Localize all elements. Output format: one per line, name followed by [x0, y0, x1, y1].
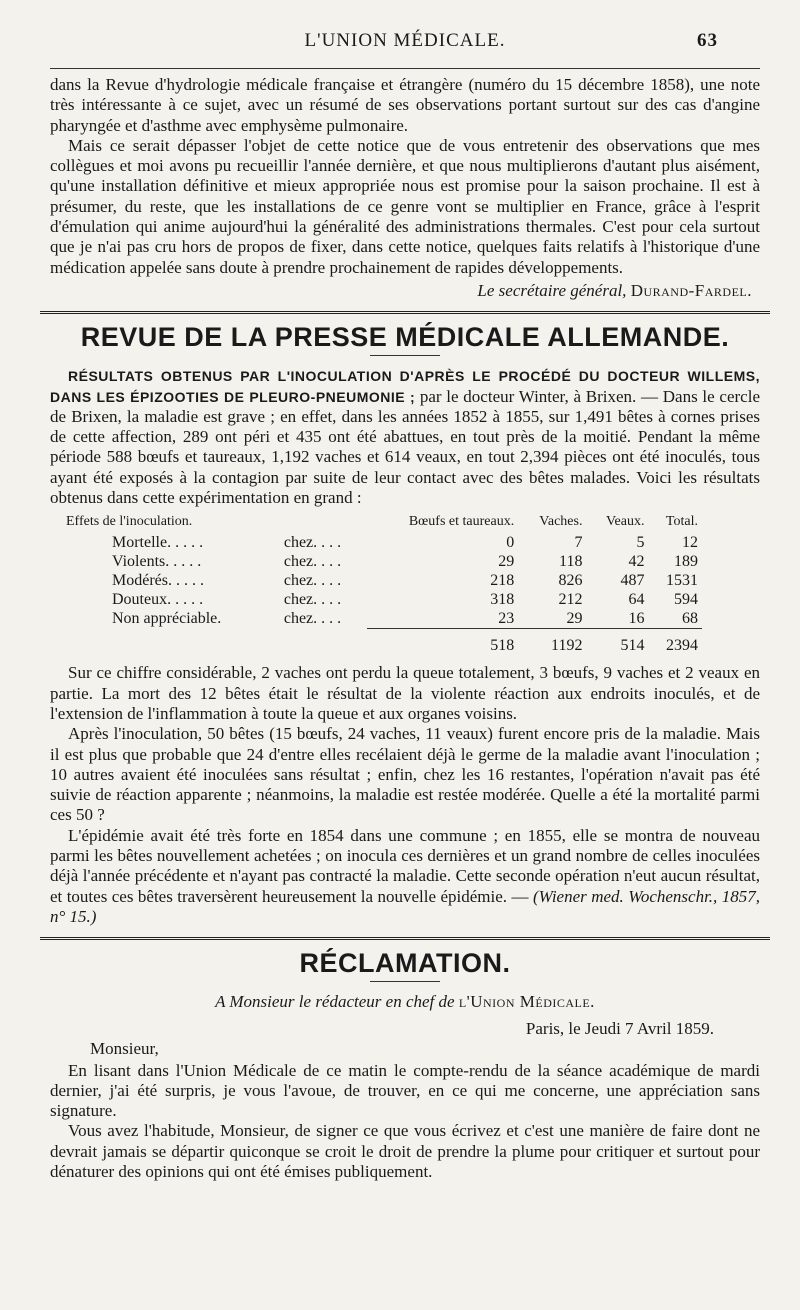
heading-underline-reclamation	[370, 981, 440, 982]
row-label: Mortelle. . . . .	[112, 533, 204, 551]
cell-boeufs: 23	[498, 609, 515, 627]
row-chez: chez. . . .	[283, 590, 342, 608]
cell-vaches: 7	[574, 533, 583, 551]
letter-paragraph-1: En lisant dans l'Union Médicale de ce matin le compte-rendu de la séance académique de mardi dernier, j'ai été surpris, je vous l'avoue, de trouver, en ce qui me concerne, une appréciation sans signature.	[50, 1060, 760, 1121]
signature	[50, 281, 752, 301]
table-row	[62, 609, 702, 629]
cell-total: 68	[682, 609, 698, 627]
table-row	[62, 552, 702, 571]
totals-row	[62, 635, 702, 657]
letter-date: Paris, le Jeudi 7 Avril 1859.	[525, 1018, 714, 1038]
revue-paragraph-3: Après l'inoculation, 50 bêtes (15 bœufs, 24 vaches, 11 veaux) furent encore pris de la maladie. Mais il est plus que probable que 24 d'entre elles recélaient déjà le germe de la maladie avant l'inoculation ; 10 autres avaient été inoculées sans résultat ; enfin, chez les 16 restantes, l'opération n'avait pas été suivie de réaction apparente ; néanmoins, la maladie est restée modérée. Quelle a été la mortalité parmi ces 50 ?	[50, 724, 760, 825]
row-label: Douteux. . . . .	[112, 590, 204, 608]
total-vaches: 1192	[551, 637, 583, 655]
signature-title: Le secrétaire général,	[477, 280, 627, 300]
row-chez: chez. . . .	[283, 610, 342, 628]
heading-underline-revue	[370, 355, 440, 356]
column-header-boeufs: Bœufs et taureaux.	[408, 514, 515, 530]
running-head	[50, 30, 760, 60]
intro-paragraph-1: dans la Revue d'hydrologie médicale française et étrangère (numéro du 15 décembre 1858), une note très intéressante à ce sujet, avec un résumé de ses observations portant surtout sur des cas d'angine pharyngée et d'asthme avec emphysème pulmonaire.	[50, 75, 760, 135]
column-header-veaux: Veaux.	[605, 514, 645, 530]
letter-address	[50, 992, 760, 1012]
cell-boeufs: 29	[498, 552, 515, 570]
total-boeufs: 518	[490, 637, 515, 655]
revue-lead-paragraph	[50, 366, 760, 508]
address-journal: l'Union Médicale.	[458, 992, 595, 1012]
cell-veaux: 42	[628, 552, 645, 570]
inoculation-results-table	[62, 514, 702, 657]
signature-name: Durand-Fardel.	[630, 280, 752, 300]
cell-boeufs: 0	[506, 533, 515, 551]
citation: (Wiener med. Wochenschr., 1857, n° 15.)	[50, 886, 761, 926]
row-chez: chez. . . .	[283, 533, 342, 551]
section-heading-revue: REVUE DE LA PRESSE MÉDICALE ALLEMANDE.	[80, 322, 730, 353]
table-row	[62, 533, 702, 552]
cell-total: 1531	[666, 571, 698, 589]
table-row	[62, 571, 702, 590]
cell-vaches: 212	[558, 590, 583, 608]
revue-paragraph-2: Sur ce chiffre considérable, 2 vaches ont perdu la queue totalement, 3 bœufs, 9 vaches et 2 veaux en partie. La mort des 12 bêtes était le résultat de la violente réaction aux endroits inoculés, et de l'extension de l'inflammation à toute la queue et aux organes voisins.	[50, 663, 760, 723]
page-number: 63	[697, 30, 718, 51]
cell-vaches: 29	[566, 609, 583, 627]
cell-veaux: 16	[628, 609, 645, 627]
cell-total: 594	[674, 590, 698, 608]
cell-vaches: 826	[558, 571, 583, 589]
section-divider-1	[40, 311, 770, 314]
cell-boeufs: 318	[490, 590, 515, 608]
address-text: A Monsieur le rédacteur en chef de	[215, 992, 455, 1012]
revue-paragraph-4	[50, 826, 760, 927]
column-header-total: Total.	[665, 514, 698, 530]
cell-boeufs: 218	[490, 571, 515, 589]
cell-veaux: 5	[636, 533, 645, 551]
column-header-effets: Effets de l'inoculation.	[66, 514, 193, 530]
row-label: Modérés. . . . .	[112, 571, 204, 589]
total-total: 2394	[666, 637, 698, 655]
lead-text: par le docteur Winter, à Brixen. — Dans le cercle de Brixen, la maladie est grave ; en effet, dans les années 1852 à 1855, sur 1,491 bêtes à cornes prises de cette affection, 289 ont péri et 435 ont été abattues, en tout près de la moitié. Pendant la même période 588 bœufs et taureaux, 1,192 vaches et 614 veaux, en tout 2,394 pièces ont été inoculés, tous ayant été exposés à la contagion par suite de leur contact avec des bêtes malades. Voici les résultats obtenus dans cette expérimentation en grand :	[50, 386, 760, 508]
total-veaux: 514	[620, 637, 645, 655]
cell-total: 12	[682, 533, 698, 551]
journal-title: L'UNION MÉDICALE.	[304, 30, 506, 51]
row-chez: chez. . . .	[283, 571, 342, 589]
cell-total: 189	[674, 552, 698, 570]
lead-caps-title: RÉSULTATS OBTENUS PAR L'INOCULATION D'APRÈS LE PROCÉDÉ DU DOCTEUR WILLEMS, DANS LES ÉPIZOOTIES DE PLEURO-PNEUMONIE ;	[50, 368, 760, 405]
table-header-row	[62, 514, 702, 533]
section-divider-2	[40, 937, 770, 940]
revue-paragraph-4-text: L'épidémie avait été très forte en 1854 dans une commune ; en 1855, elle se montra de nouveau parmi les bêtes nouvellement achetées ; on inocula ces dernières et un grand nombre de celles inoculées déjà l'année précédente et n'ayant pas contracté la maladie. Cette seconde opération n'eut aucun résultat, et toutes ces bêtes traversèrent heureusement la nouvelle épidémie. —	[50, 825, 760, 906]
row-chez: chez. . . .	[283, 552, 342, 570]
letter-paragraph-2: Vous avez l'habitude, Monsieur, de signer ce que vous écrivez et c'est une manière de faire dont ne devrait jamais se départir quiconque se croit le droit de prendre la plume pour critiquer et surtout pour dénaturer des opinions qui ont été émises publiquement.	[50, 1121, 760, 1181]
table-row	[62, 590, 702, 609]
header-rule	[50, 68, 760, 69]
row-label: Violents. . . . .	[112, 552, 202, 570]
row-label: Non appréciable.	[112, 610, 222, 628]
letter-salutation: Monsieur,	[90, 1038, 159, 1058]
cell-veaux: 487	[620, 571, 645, 589]
cell-vaches: 118	[559, 552, 583, 570]
column-header-vaches: Vaches.	[539, 514, 583, 530]
section-heading-reclamation: RÉCLAMATION.	[299, 948, 511, 979]
cell-veaux: 64	[628, 590, 645, 608]
intro-paragraph-2: Mais ce serait dépasser l'objet de cette notice que de vous entretenir des observations que mes collègues et moi avons pu recueillir l'année dernière, et que nous multiplierons d'autant plus aisément, qu'une installation définitive et mieux appropriée nous est promise pour la saison prochaine. Il est à présumer, du reste, que les installations de ce genre vont se multiplier en France, grâce à l'esprit d'émulation qui anime aujourd'hui la généralité des administrations thermales. C'est pour cela surtout que je n'ai pas cru hors de propos de fixer, dans cette notice, quelques faits relatifs à l'historique d'une médication appelée sans doute à prendre prochainement de rapides développements.	[50, 135, 760, 277]
